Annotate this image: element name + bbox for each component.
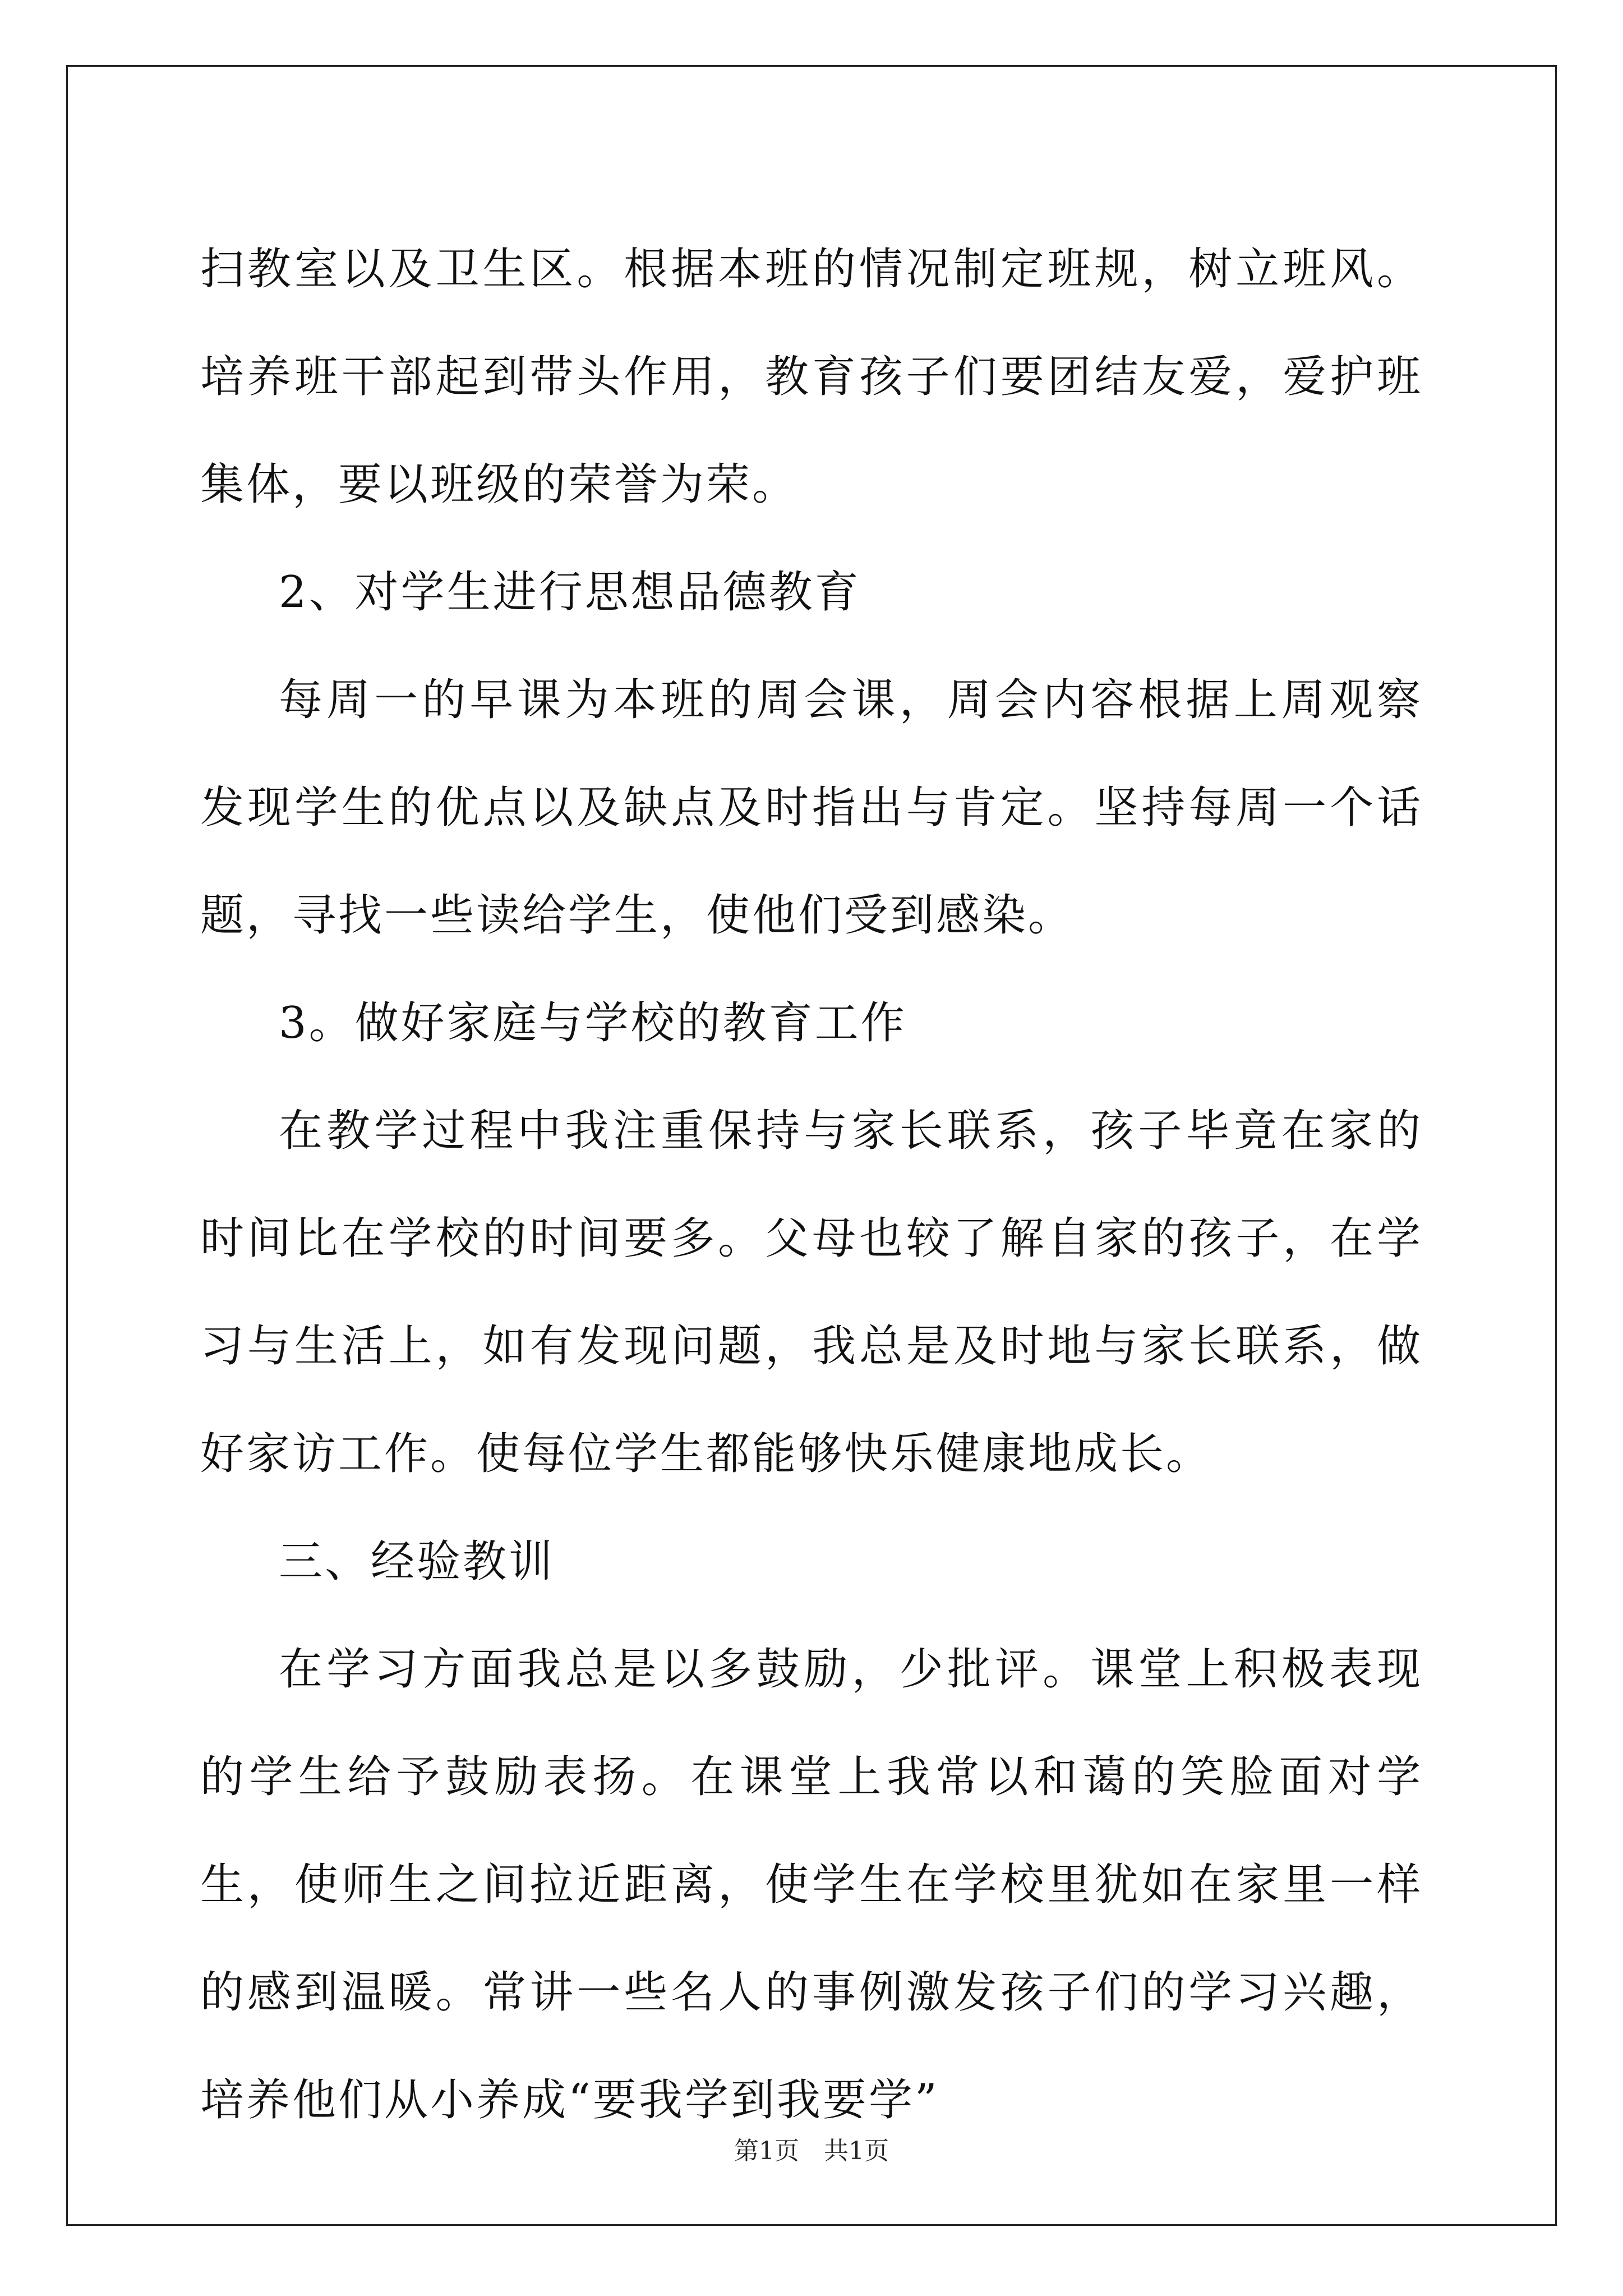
paragraph-1: 扫教室以及卫生区。根据本班的情况制定班规，树立班风。培养班干部起到带头作用，教育孩子们要团结友爱，爱护班集体，要以班级的荣誉为荣。 [200,244,1423,510]
paragraph-weekly-meeting: 每周一的早课为本班的周会课，周会内容根据上周观察发现学生的优点以及缺点及时指出与肯定。坚持每周一个话题，寻找一些读给学生，使他们受到感染。 [200,675,1423,941]
paragraph-parent-contact: 在教学过程中我注重保持与家长联系，孩子毕竟在家的时间比在学校的时间要多。父母也较了解自家的孩子，在学习与生活上，如有发现问题，我总是及时地与家长联系，做好家访工作。使每位学生都能够快乐健康地成长。 [200,1106,1423,1479]
section-heading-moral-education: 2、对学生进行思想品德教育 [279,567,861,618]
section-heading-lessons: 三、经验教训 [279,1536,555,1587]
section-heading-home-school: 3。做好家庭与学校的教育工作 [279,998,907,1048]
paragraph-encouragement: 在学习方面我总是以多鼓励，少批评。课堂上积极表现的学生给予鼓励表扬。在课堂上我常以和蔼的笑脸面对学生，使师生之间拉近距离，使学生在学校里犹如在家里一样的感到温暖。常讲一些名人的事例激发孩子们的学习兴趣，培养他们从小养成“要我学到我要学” [200,1644,1423,2125]
page-footer: 第1页 共1页 [734,2137,889,2165]
document-body [200,215,1423,2154]
